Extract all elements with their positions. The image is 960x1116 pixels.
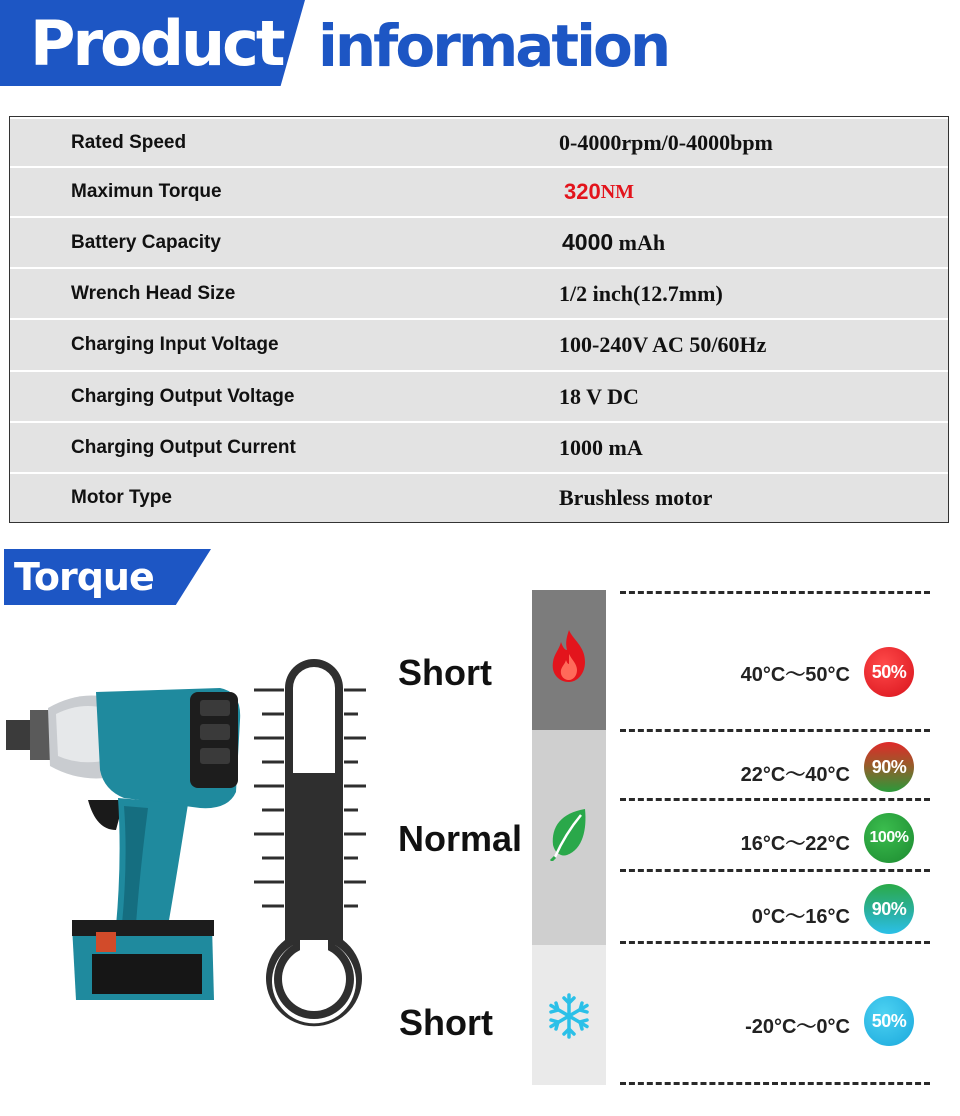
- temp-range: 22°C～40°C: [740, 764, 850, 786]
- spec-name: Battery Capacity: [10, 218, 370, 267]
- spec-name: Maximun Torque: [10, 168, 370, 216]
- torque-number: 320: [564, 179, 601, 204]
- thermometer-icon: [240, 650, 370, 1040]
- dashed-divider: [620, 941, 930, 944]
- dashed-divider: [620, 1082, 930, 1085]
- spec-row-max-torque: [10, 168, 948, 216]
- zone-label-hot: Short: [398, 652, 492, 693]
- spec-name: Charging Input Voltage: [10, 320, 370, 370]
- dashed-divider: [620, 798, 930, 801]
- temp-range: 40°C～50°C: [740, 664, 850, 686]
- spec-name: Rated Speed: [10, 119, 370, 166]
- capacity-number: 4000: [562, 229, 614, 255]
- dashed-divider: [620, 729, 930, 732]
- temp-range: -20°C～0°C: [745, 1016, 850, 1038]
- temp-range: 16°C～22°C: [740, 833, 850, 855]
- leaf-icon: [547, 805, 591, 861]
- spec-row-charging-output-voltage: [10, 372, 948, 421]
- snowflake-icon: [547, 988, 591, 1044]
- spec-value: 1/2 inch(12.7mm): [370, 269, 948, 318]
- spec-value: Brushless motor: [370, 474, 948, 522]
- torque-percent-badge: 50%: [864, 647, 914, 697]
- spec-name: Wrench Head Size: [10, 269, 370, 318]
- torque-unit: NM: [600, 180, 635, 203]
- page-title-word1: Product: [30, 7, 283, 80]
- spec-value: 100-240V AC 50/60Hz: [370, 320, 948, 370]
- spec-name: Charging Output Current: [10, 423, 370, 472]
- spec-value: 0-4000rpm/0-4000bpm: [370, 119, 948, 166]
- spec-value: [370, 218, 948, 267]
- capacity-unit: mAh: [613, 229, 666, 255]
- dashed-divider: [620, 591, 930, 594]
- spec-value: 18 V DC: [370, 372, 948, 421]
- spec-name: Motor Type: [10, 474, 370, 522]
- dashed-divider: [620, 869, 930, 872]
- spec-row-battery-capacity: [10, 218, 948, 267]
- temp-range: 0°C～16°C: [751, 906, 850, 928]
- spec-table: [9, 116, 949, 523]
- zone-label-normal: Normal: [398, 818, 523, 859]
- torque-percent-badge: 50%: [864, 996, 914, 1046]
- torque-title: Torque: [14, 555, 154, 599]
- spec-row-charging-input-voltage: [10, 320, 948, 370]
- spec-row-rated-speed: [10, 119, 948, 166]
- spec-row-motor-type: [10, 474, 948, 522]
- spec-row-wrench-head-size: [10, 269, 948, 318]
- spec-row-charging-output-current: [10, 423, 948, 472]
- spec-name: Charging Output Voltage: [10, 372, 370, 421]
- torque-percent-badge: 90%: [864, 742, 914, 792]
- spec-value: [370, 168, 948, 216]
- page-title-word2: information: [318, 12, 669, 80]
- torque-percent-badge: 100%: [864, 813, 914, 863]
- zone-label-cold: Short: [399, 1002, 493, 1043]
- torque-percent-badge: 90%: [864, 884, 914, 934]
- flame-icon: [547, 628, 591, 684]
- spec-value: 1000 mA: [370, 423, 948, 472]
- impact-wrench-image: [0, 680, 250, 1020]
